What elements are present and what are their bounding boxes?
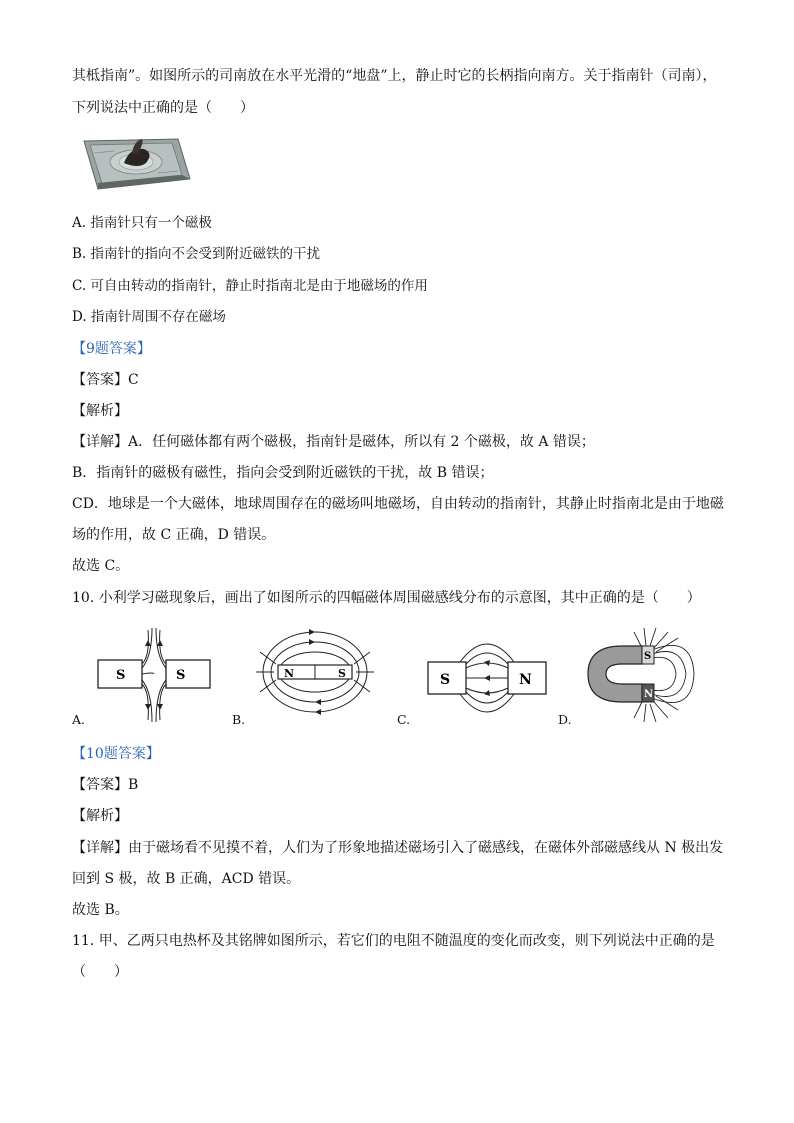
q9-conclusion: 故选 C。: [72, 558, 130, 574]
q9-detail-line-1: 【详解】A．任何磁体都有两个磁极，指南针是磁体，所以有 2 个磁极，故 A 错误；: [72, 434, 595, 450]
q9-option-b: B. 指南针的指向不会受到附近磁铁的干扰: [72, 246, 321, 262]
q9-detail-line-2: B．指南针的磁极有磁性，指向会受到附近磁铁的干扰，故 B 错误；: [72, 465, 494, 481]
q10-figure-a: [96, 626, 212, 724]
q10-figure-b: [254, 624, 376, 724]
q10-stem: 10. 小利学习磁现象后，画出了如图所示的四幅磁体周围磁感线分布的示意图，其中正确的是（ ）: [72, 590, 701, 606]
fig-c-right-pole: N: [519, 672, 532, 688]
q9-detail-line-3: CD．地球是一个大磁体，地球周围存在的磁场叫地磁场，自由转动的指南针，其静止时指南北是由于地磁: [72, 496, 724, 512]
fig-a-right-pole: S: [176, 668, 186, 683]
fig-b-n-pole: N: [284, 667, 295, 680]
fig-d-s-pole: S: [644, 651, 652, 662]
q10-answer: 【答案】B: [72, 777, 139, 793]
q9-stem-line-2: 下列说法中正确的是（ ）: [72, 100, 254, 116]
q10-answer-header: 【10题答案】: [72, 746, 160, 762]
q10-label-c: C.: [397, 712, 411, 727]
q9-option-c: C. 可自由转动的指南针，静止时指南北是由于地磁场的作用: [72, 278, 428, 294]
fig-c-left-pole: S: [440, 672, 451, 688]
q10-label-d: D.: [558, 712, 572, 727]
q9-answer-header: 【9题答案】: [72, 341, 151, 357]
q10-figure-d: [582, 624, 700, 724]
q10-figure-c: [426, 632, 550, 724]
q10-label-b: B.: [232, 712, 246, 727]
q9-analysis-heading: 【解析】: [72, 403, 128, 419]
q10-label-a: A.: [72, 712, 86, 727]
q9-detail-line-4: 场的作用，故 C 正确，D 错误。: [72, 527, 276, 543]
q10-detail-line-1: 【详解】由于磁场看不见摸不着，人们为了形象地描述磁场引入了磁感线，在磁体外部磁感线从 N 极出发: [72, 840, 724, 856]
q9-stem-line-1: 其柢指南”。如图所示的司南放在水平光滑的“地盘”上，静止时它的长柄指向南方。关于指南针（司南），: [72, 68, 717, 84]
q11-stem-line-2: （ ）: [72, 964, 128, 980]
fig-d-n-pole: N: [644, 689, 654, 700]
q10-detail-line-2: 回到 S 极，故 B 正确，ACD 错误。: [72, 871, 301, 887]
q9-option-d: D. 指南针周围不存在磁场: [72, 309, 226, 325]
q10-analysis-heading: 【解析】: [72, 808, 128, 824]
q9-answer: 【答案】C: [72, 372, 139, 388]
fig-b-s-pole: S: [338, 667, 346, 680]
q10-conclusion: 故选 B。: [72, 902, 129, 918]
q9-option-a: A. 指南针只有一个磁极: [72, 215, 212, 231]
fig-a-left-pole: S: [116, 668, 126, 683]
q11-stem-line-1: 11. 甲、乙两只电热杯及其铭牌如图所示，若它们的电阻不随温度的变化而改变，则下列说法中正确的是: [72, 933, 715, 949]
sinan-compass-image: [74, 133, 192, 193]
